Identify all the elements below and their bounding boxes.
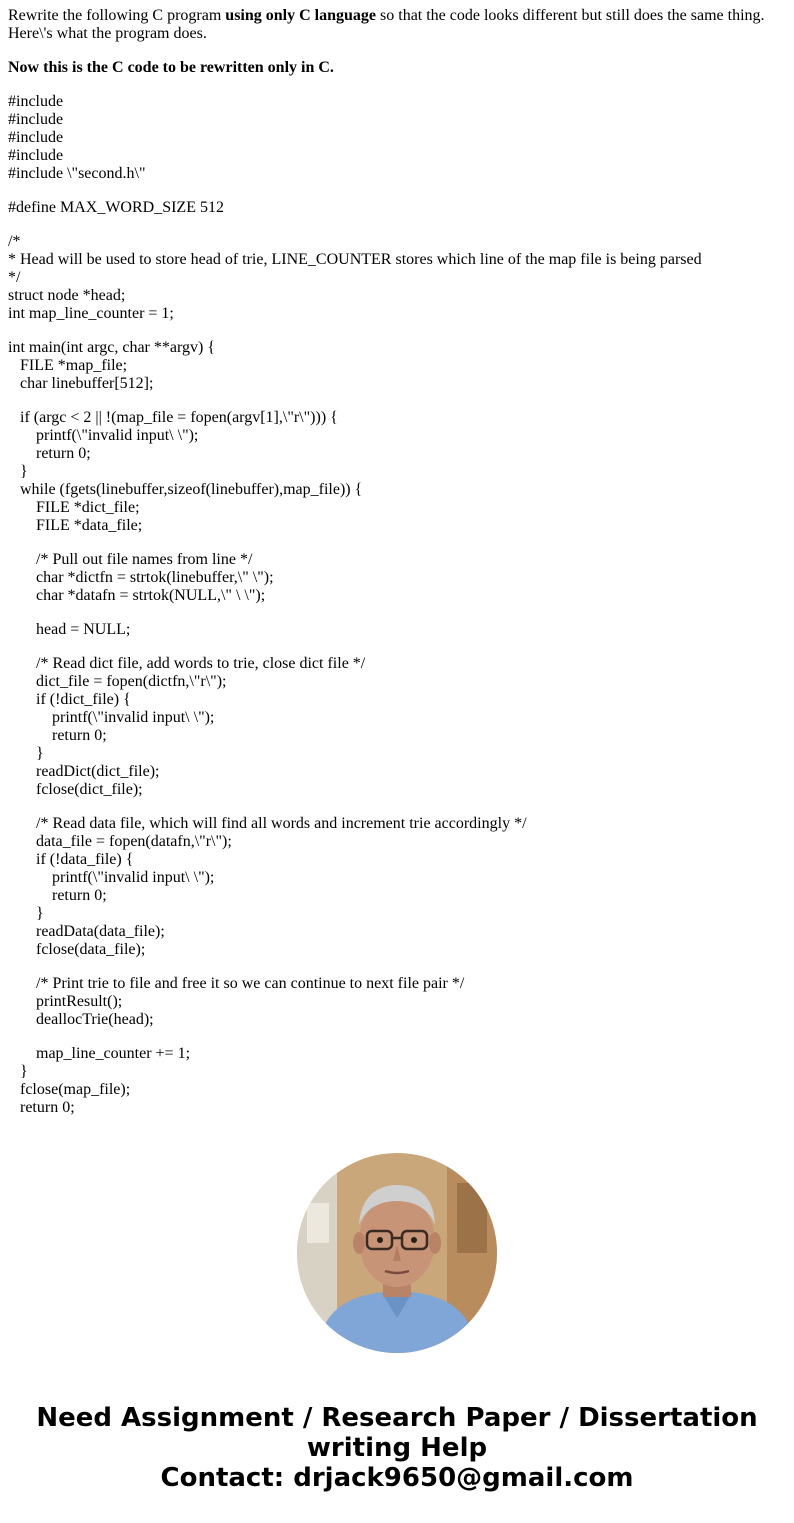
code-line: readData(data_file); (8, 923, 165, 940)
article-body (8, 7, 786, 1133)
code-line: #include (8, 129, 64, 146)
code-line: dict_file = fopen(dictfn,\"r\"); (8, 673, 227, 690)
code-line: } (8, 1063, 28, 1080)
author-avatar (297, 1153, 497, 1353)
code-line: /* Print trie to file and free it so we can continue to next file pair */ (8, 975, 465, 992)
code-line: /* Read data file, which will find all words and increment trie accordingly */ (8, 815, 527, 832)
code-line: #define MAX_WORD_SIZE 512 (8, 199, 224, 216)
code-line: char *datafn = strtok(NULL,\" \ \"); (8, 587, 266, 604)
code-line: if (argc < 2 || !(map_file = fopen(argv[1],\"r\"))) { (8, 409, 338, 426)
code-line: /* (8, 233, 21, 250)
code-line: deallocTrie(head); (8, 1011, 154, 1028)
code-line: return 0; (8, 1099, 75, 1116)
code-line: /* Pull out file names from line */ (8, 551, 253, 568)
code-line: char *dictfn = strtok(linebuffer,\" \"); (8, 569, 274, 586)
code-line: #include (8, 147, 64, 164)
code-line: if (!data_file) { (8, 851, 134, 868)
code-block (8, 621, 786, 639)
code-block (8, 551, 786, 605)
author-photo (297, 1153, 497, 1353)
intro-suffix: so that the code looks different but still does the same thing. Here\'s what the program does. (8, 7, 765, 42)
code-line: FILE *map_file; (8, 357, 128, 374)
code-line: while (fgets(linebuffer,sizeof(linebuffer),map_file)) { (8, 481, 363, 498)
code-line: #include (8, 93, 64, 110)
code-line: FILE *dict_file; (8, 499, 140, 516)
code-line: data_file = fopen(datafn,\"r\"); (8, 833, 232, 850)
intro-prefix: Rewrite the following C program (8, 7, 226, 24)
code-line: } (8, 463, 28, 480)
code-line: * Head will be used to store head of trie, LINE_COUNTER stores which line of the map file is being parsed (8, 251, 702, 268)
code-line: #include (8, 111, 64, 128)
code-line: char linebuffer[512]; (8, 375, 154, 392)
code-line: printResult(); (8, 993, 123, 1010)
code-block (8, 409, 786, 535)
code-line: FILE *data_file; (8, 517, 143, 534)
code-line: printf(\"invalid input\ \"); (8, 869, 215, 886)
code-line: } (8, 745, 44, 762)
code-line: #include \"second.h\" (8, 165, 146, 182)
code-block (8, 655, 786, 799)
code-line: fclose(dict_file); (8, 781, 143, 798)
code-block (8, 339, 786, 393)
code-line: fclose(map_file); (8, 1081, 131, 1098)
code-block (8, 815, 786, 959)
code-block (8, 233, 786, 323)
intro-emphasis: using only C language (225, 7, 377, 24)
code-line: fclose(data_file); (8, 941, 146, 958)
code-block (8, 199, 786, 217)
code-line: int map_line_counter = 1; (8, 305, 174, 322)
code-line: map_line_counter += 1; (8, 1045, 191, 1062)
code-line: printf(\"invalid input\ \"); (8, 427, 199, 444)
code-line: return 0; (8, 887, 107, 904)
code-heading: Now this is the C code to be rewritten only in C. (8, 59, 334, 76)
code-line: return 0; (8, 727, 107, 744)
contact-banner (0, 1403, 794, 1493)
code-line: int main(int argc, char **argv) { (8, 339, 216, 356)
cta-line-2: writing Help (306, 1433, 488, 1463)
code-line: */ (8, 269, 21, 286)
code-line: printf(\"invalid input\ \"); (8, 709, 215, 726)
code-line: if (!dict_file) { (8, 691, 131, 708)
code-block (8, 1045, 786, 1117)
code-listing (8, 93, 786, 1117)
intro-paragraph (8, 7, 786, 43)
code-block (8, 93, 786, 183)
code-line: /* Read dict file, add words to trie, close dict file */ (8, 655, 366, 672)
code-line: head = NULL; (8, 621, 131, 638)
code-line: return 0; (8, 445, 91, 462)
code-line: readDict(dict_file); (8, 763, 160, 780)
code-block (8, 975, 786, 1029)
code-line: } (8, 905, 44, 922)
cta-line-3: Contact: drjack9650@gmail.com (160, 1463, 634, 1493)
code-line: struct node *head; (8, 287, 126, 304)
cta-line-1: Need Assignment / Research Paper / Dissertation (36, 1403, 758, 1433)
